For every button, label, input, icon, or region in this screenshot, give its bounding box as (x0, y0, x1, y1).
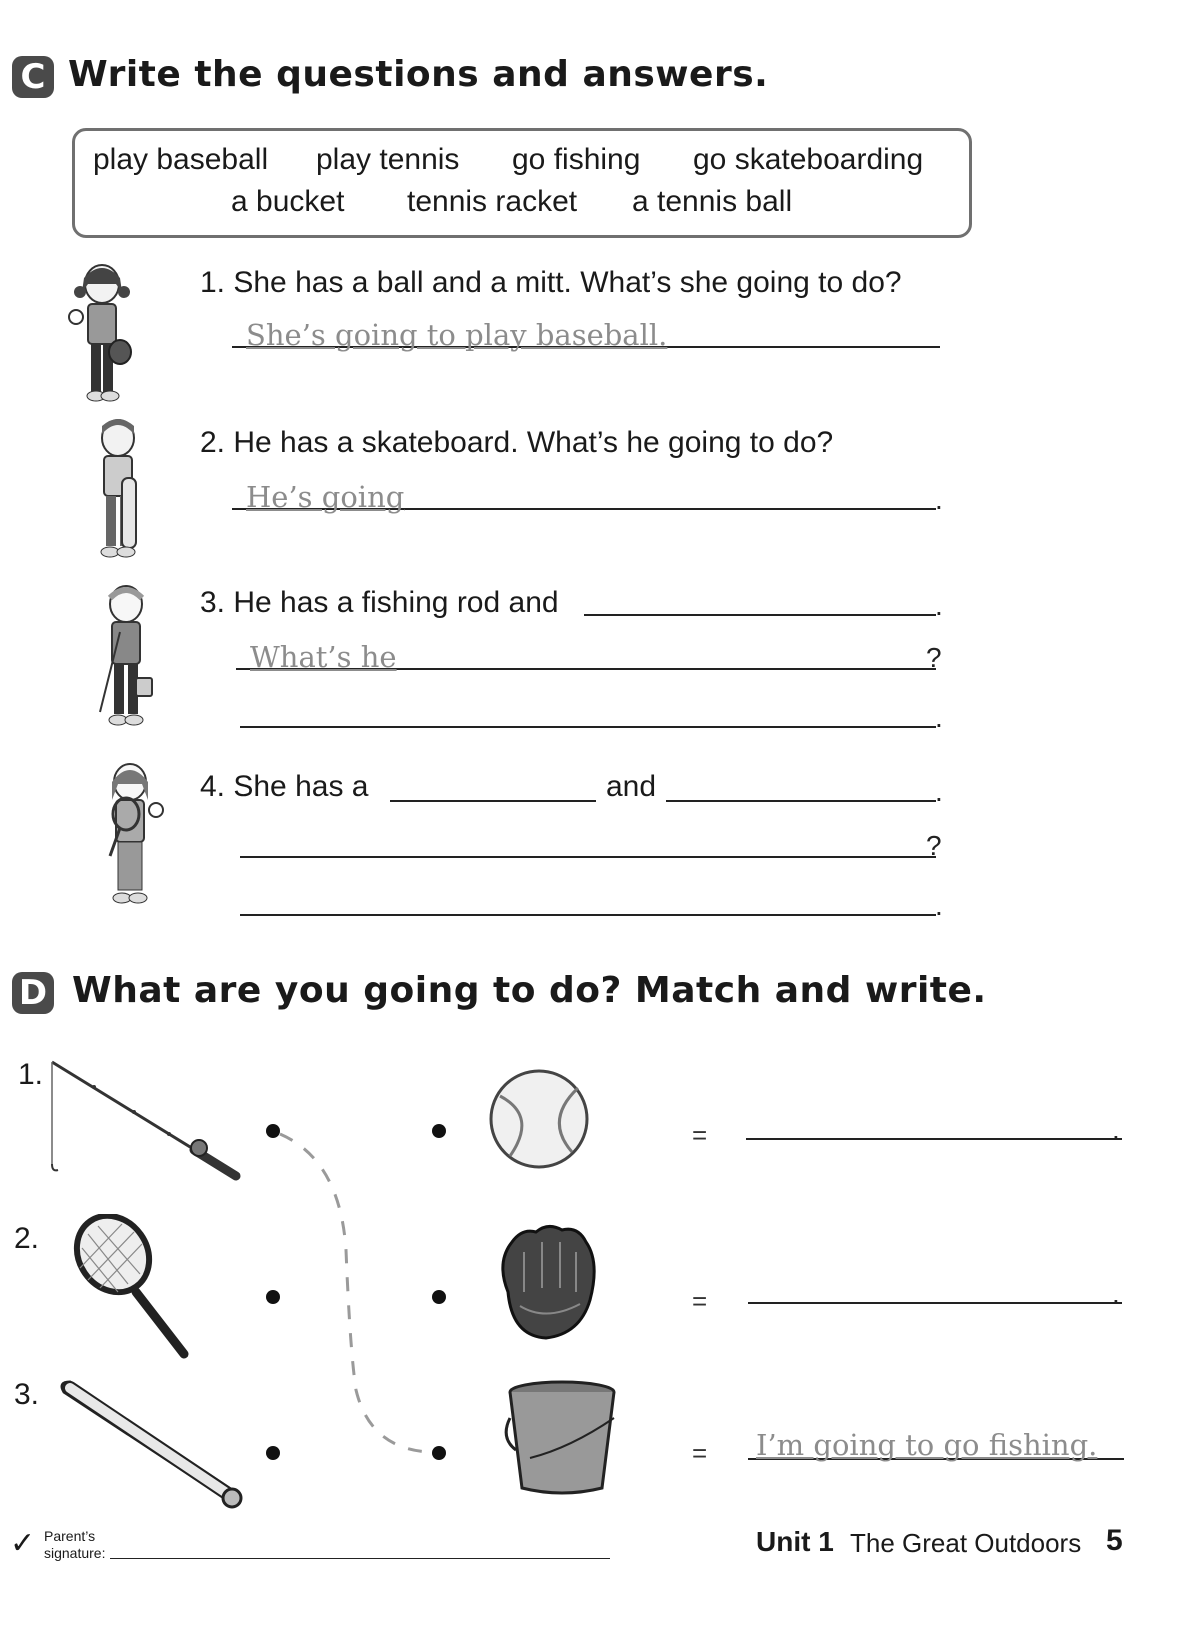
word-bank-item: a tennis ball (632, 185, 793, 218)
q3-question-mark: ? (926, 642, 942, 673)
question-3-prefix: 3. He has a fishing rod and (200, 586, 559, 619)
q3-answer-period: . (935, 702, 943, 733)
word-bank-item: go skateboarding (693, 143, 924, 176)
match-row-number: 1. (18, 1058, 44, 1091)
q4-answer-period: . (935, 890, 943, 921)
equals-sign: = (692, 1438, 708, 1468)
section-d-title: What are you going to do? Match and write. (72, 970, 987, 1011)
parent-signature-line[interactable] (110, 1558, 610, 1559)
section-c-badge (12, 56, 54, 98)
unit-title: The Great Outdoors (850, 1528, 1082, 1558)
q4-period: . (935, 776, 943, 807)
q3-question-start: What’s he (250, 640, 397, 674)
q4-blank-item-1[interactable] (390, 800, 596, 802)
q3-period: . (935, 590, 943, 621)
word-bank-item: tennis racket (407, 185, 578, 218)
tennis-ball-icon (488, 1068, 590, 1170)
girl-with-mitt-illustration (62, 262, 142, 407)
match-row-number: 2. (14, 1222, 40, 1255)
answer-1-example: She’s going to play baseball. (246, 318, 668, 352)
example-match-line (270, 1130, 450, 1460)
parent-signature-label-2: signature: (44, 1545, 106, 1561)
equals-sign: = (692, 1120, 708, 1150)
girl-with-tennis-racket-illustration (96, 760, 172, 910)
answer-2-period: . (935, 484, 943, 515)
word-bank (72, 128, 972, 238)
word-bank-item: play tennis (316, 143, 460, 176)
match-answer-3-example: I’m going to go fishing. (756, 1428, 1098, 1462)
page-number: 5 (1106, 1524, 1123, 1557)
bucket-icon (500, 1378, 618, 1496)
section-d-badge (12, 972, 54, 1014)
boy-with-skateboard-illustration (84, 416, 154, 561)
question-2: 2. He has a skateboard. What’s he going to do? (200, 426, 834, 459)
match-row-number: 3. (14, 1378, 40, 1411)
question-4-prefix: 4. She has a (200, 770, 369, 803)
q4-question-line[interactable] (240, 856, 936, 858)
tennis-racket-icon (68, 1214, 198, 1364)
q4-answer-line[interactable] (240, 914, 936, 916)
match-answer-line-1[interactable] (746, 1138, 1122, 1140)
word-bank-item: play baseball (93, 143, 269, 176)
unit-label: Unit 1 (756, 1526, 834, 1557)
boy-with-fishing-rod-illustration (92, 582, 162, 732)
match-answer-period-1: . (1112, 1114, 1120, 1145)
fishing-rod-icon (44, 1056, 244, 1186)
section-c-letter: C (20, 57, 46, 97)
baseball-bat-icon (56, 1378, 246, 1518)
q4-question-mark: ? (926, 830, 942, 861)
word-bank-item: a bucket (231, 185, 345, 218)
check-mark-icon: ✓ (10, 1526, 36, 1561)
q3-answer-line[interactable] (240, 726, 936, 728)
answer-2-start: He’s going (246, 480, 405, 514)
equals-sign: = (692, 1286, 708, 1316)
parent-signature-label-1: Parent’s (44, 1528, 96, 1544)
question-1: 1. She has a ball and a mitt. What’s she going to do? (200, 266, 902, 299)
baseball-mitt-icon (490, 1222, 602, 1342)
question-4-and: and (606, 770, 657, 803)
q4-blank-item-2[interactable] (666, 800, 936, 802)
match-answer-line-2[interactable] (748, 1302, 1122, 1304)
q3-blank-item[interactable] (584, 614, 936, 616)
section-c-title: Write the questions and answers. (68, 54, 769, 95)
section-d-letter: D (18, 973, 48, 1013)
word-bank-item: go fishing (512, 143, 641, 176)
match-answer-period-2: . (1112, 1278, 1120, 1309)
